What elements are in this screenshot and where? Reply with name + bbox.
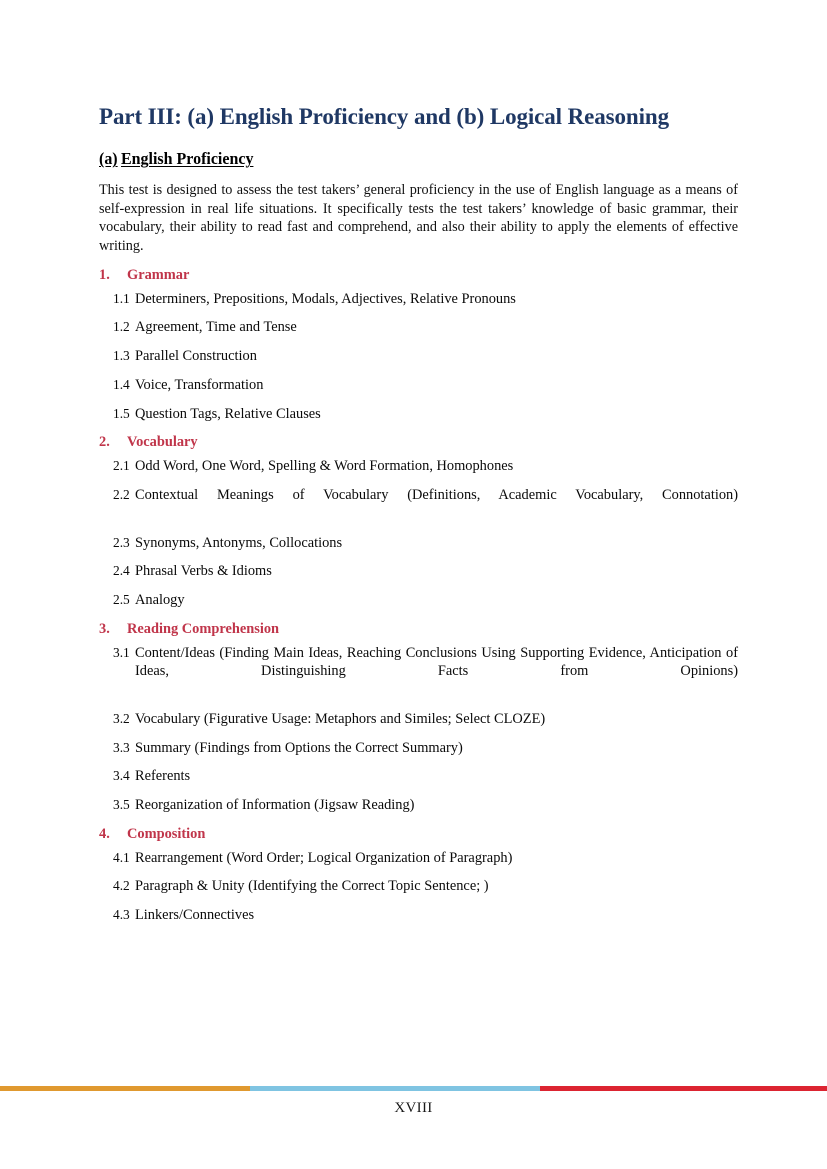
document-body — [99, 104, 738, 935]
item-number: 1.5 — [113, 405, 130, 421]
syllabus-item — [99, 877, 738, 896]
item-number: 3.4 — [113, 768, 130, 784]
item-number: 2.3 — [113, 534, 130, 550]
item-number: 2.1 — [113, 458, 130, 474]
section-heading — [99, 433, 738, 451]
item-number: 4.3 — [113, 907, 130, 923]
section-number: 3. — [99, 620, 110, 637]
syllabus-item — [99, 767, 738, 786]
item-text: Odd Word, One Word, Spelling & Word Formation, Homophones — [135, 458, 514, 475]
item-number: 3.1 — [113, 644, 130, 660]
section-title: Reading Comprehension — [127, 620, 280, 637]
section-block — [99, 825, 738, 925]
item-number: 2.4 — [113, 563, 130, 579]
syllabus-item — [99, 457, 738, 476]
section-block — [99, 266, 738, 424]
item-text: Synonyms, Antonyms, Collocations — [135, 534, 343, 551]
subtitle-marker: (a) — [99, 149, 118, 169]
syllabus-item — [99, 486, 738, 523]
syllabus-item — [99, 906, 738, 925]
section-title: Composition — [127, 825, 206, 842]
item-text: Parallel Construction — [135, 348, 257, 365]
syllabus-item — [99, 591, 738, 610]
subtitle-label: English Proficiency — [120, 149, 254, 169]
syllabus-item — [99, 347, 738, 366]
section-block — [99, 433, 738, 609]
item-text: Phrasal Verbs & Idioms — [135, 563, 272, 580]
syllabus-item — [99, 318, 738, 337]
page-number: XVIII — [394, 1100, 433, 1116]
item-number: 1.1 — [113, 290, 130, 306]
section-number: 4. — [99, 825, 110, 842]
item-text: Question Tags, Relative Clauses — [135, 405, 321, 422]
item-text: Voice, Transformation — [135, 376, 264, 393]
section-heading — [99, 825, 738, 843]
section-number: 1. — [99, 266, 110, 283]
section-number: 2. — [99, 434, 110, 451]
syllabus-item — [99, 739, 738, 758]
item-text: Linkers/Connectives — [135, 907, 255, 924]
syllabus-item — [99, 710, 738, 729]
section-block — [99, 620, 738, 815]
footer-bar-right — [540, 1086, 827, 1091]
item-text: Agreement, Time and Tense — [135, 319, 297, 336]
syllabus-item — [99, 796, 738, 815]
item-text: Vocabulary (Figurative Usage: Metaphors and Similes; Select CLOZE) — [135, 710, 546, 727]
item-text: Reorganization of Information (Jigsaw Reading) — [135, 796, 415, 813]
item-number: 3.2 — [113, 710, 130, 726]
item-text: Determiners, Prepositions, Modals, Adjectives, Relative Pronouns — [135, 290, 516, 307]
item-number: 2.2 — [113, 487, 130, 503]
section-title: Grammar — [127, 266, 190, 283]
syllabus-item — [99, 644, 738, 700]
item-number: 1.2 — [113, 319, 130, 335]
item-number: 3.3 — [113, 739, 130, 755]
item-number: 2.5 — [113, 591, 130, 607]
item-text: Paragraph & Unity (Identifying the Correct Topic Sentence; ) — [135, 878, 489, 895]
footer-bar-left — [0, 1086, 250, 1091]
syllabus-item — [99, 534, 738, 553]
item-text: Rearrangement (Word Order; Logical Organization of Paragraph) — [135, 849, 513, 866]
section-title: Vocabulary — [127, 434, 198, 451]
item-text: Contextual Meanings of Vocabulary (Definitions, Academic Vocabulary, Connotation) — [135, 487, 738, 504]
item-number: 1.4 — [113, 376, 130, 392]
item-number: 4.2 — [113, 878, 130, 894]
item-text: Content/Ideas (Finding Main Ideas, Reaching Conclusions Using Supporting Evidence, Anticipation of Ideas, Distinguishing Facts from Opinions) — [135, 644, 738, 680]
section-heading — [99, 620, 738, 638]
page-title: Part III: (a) English Proficiency and (b) Logical Reasoning — [99, 104, 669, 129]
item-text: Summary (Findings from Options the Correct Summary) — [135, 739, 463, 756]
syllabus-item — [99, 290, 738, 309]
footer-bar-middle — [250, 1086, 540, 1091]
footer-color-bars — [0, 1086, 827, 1091]
item-number: 3.5 — [113, 796, 130, 812]
syllabus-sections — [99, 266, 738, 925]
syllabus-item — [99, 376, 738, 395]
item-number: 4.1 — [113, 849, 130, 865]
syllabus-item — [99, 405, 738, 424]
item-number: 1.3 — [113, 348, 130, 364]
syllabus-item — [99, 849, 738, 868]
item-text: Analogy — [135, 591, 185, 608]
section-subtitle — [99, 149, 738, 169]
item-text: Referents — [135, 768, 191, 785]
syllabus-item — [99, 562, 738, 581]
intro-paragraph: This test is designed to assess the test takers’ general proficiency in the use of English language as a means of self-expression in real life situations. It specifically tests the test takers’ knowledge of basic grammar, their vocabulary, their ability to read fast and comprehend, and also their ability to apply the elements of effective writing. — [99, 181, 738, 255]
section-heading — [99, 266, 738, 284]
